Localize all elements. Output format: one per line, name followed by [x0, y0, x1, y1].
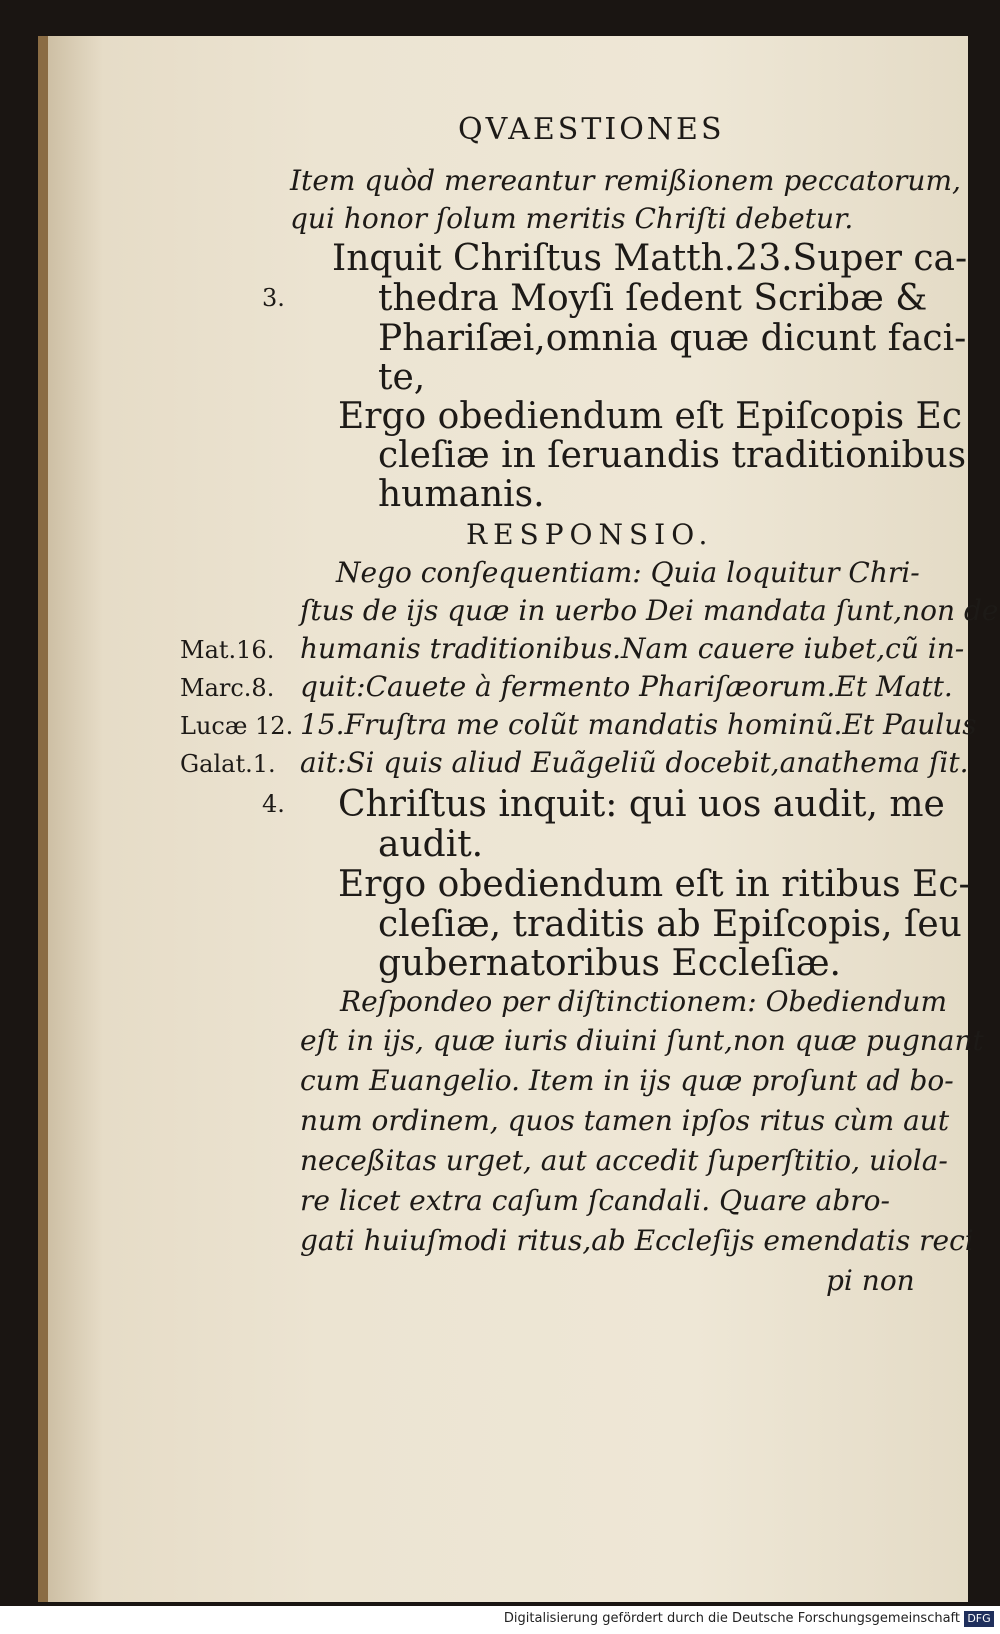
- running-header: QVAESTIONES: [458, 112, 725, 147]
- text-line: Ergo obediendum eſt Epiſcopis Ec: [338, 396, 962, 437]
- text-line: Chriſtus inquit: qui uos audit, me: [338, 784, 945, 825]
- text-line: ait:Si quis aliud Euãgeliũ docebit,anathema ſit.: [300, 746, 969, 779]
- footer-credit: Digitalisierung gefördert durch die Deutsche Forschungsgemeinschaft: [503, 1611, 960, 1626]
- text-line: eſt in ijs, quæ iuris diuini ſunt,non quæ pugnant: [300, 1024, 984, 1057]
- text-line: gubernatoribus Eccleſiæ.: [378, 943, 841, 984]
- text-line: gati huiuſmodi ritus,ab Eccleſijs emendatis reci: [300, 1224, 974, 1257]
- text-line: cleſiæ in ſeruandis traditionibus: [378, 435, 967, 476]
- text-line: cleſiæ, traditis ab Epiſcopis, ſeu: [378, 904, 962, 945]
- margin-note: Mat.16.: [180, 636, 275, 664]
- text-line: Inquit Chriſtus Matth.23.Super ca-: [332, 238, 968, 279]
- text-line: thedra Moyſi ſedent Scribæ &: [378, 278, 928, 319]
- text-line: te,: [378, 357, 426, 398]
- text-line: humanis traditionibus.Nam cauere iubet,cũ in-: [300, 632, 965, 665]
- text-line: Ergo obediendum eſt in ritibus Ec-: [338, 864, 971, 905]
- text-line: num ordinem, quos tamen ipſos ritus cùm aut: [300, 1104, 950, 1137]
- text-line: ſtus de ijs quæ in uerbo Dei mandata ſunt,non de: [300, 594, 999, 627]
- digitization-footer: [0, 1606, 1000, 1634]
- margin-note: 3.: [262, 284, 285, 312]
- margin-note: Lucæ 12.: [180, 712, 294, 740]
- text-line: Phariſæi,omnia quæ dicunt faci-: [378, 318, 967, 359]
- text-line: cum Euangelio. Item in ijs quæ proſunt ad bo-: [300, 1064, 954, 1097]
- text-line: re licet extra caſum ſcandali. Quare abro-: [300, 1184, 890, 1217]
- section-heading: RESPONSIO.: [466, 518, 714, 551]
- text-line: qui honor ſolum meritis Chriſti debetur.: [290, 202, 854, 235]
- dfg-logo: DFG: [964, 1611, 994, 1627]
- text-line: humanis.: [378, 474, 545, 515]
- margin-note: Galat.1.: [180, 750, 276, 778]
- margin-note: Marc.8.: [180, 674, 275, 702]
- text-line: Item quòd mereantur remißionem peccatorum,: [290, 164, 961, 197]
- text-line: Nego conſequentiam: Quia loquitur Chri-: [336, 556, 920, 589]
- text-line: quit:Cauete à fermento Phariſæorum.Et Matt.: [300, 670, 953, 703]
- text-line: neceßitas urget, aut accedit ſuperſtitio, uiola-: [300, 1144, 948, 1177]
- margin-note: 4.: [262, 790, 285, 818]
- text-line: 15.Fruſtra me colũt mandatis hominũ.Et Paulus: [300, 708, 977, 741]
- catchword: pi non: [826, 1264, 915, 1297]
- text-line: Reſpondeo per diſtinctionem: Obediendum: [340, 985, 948, 1018]
- text-line: audit.: [378, 824, 484, 865]
